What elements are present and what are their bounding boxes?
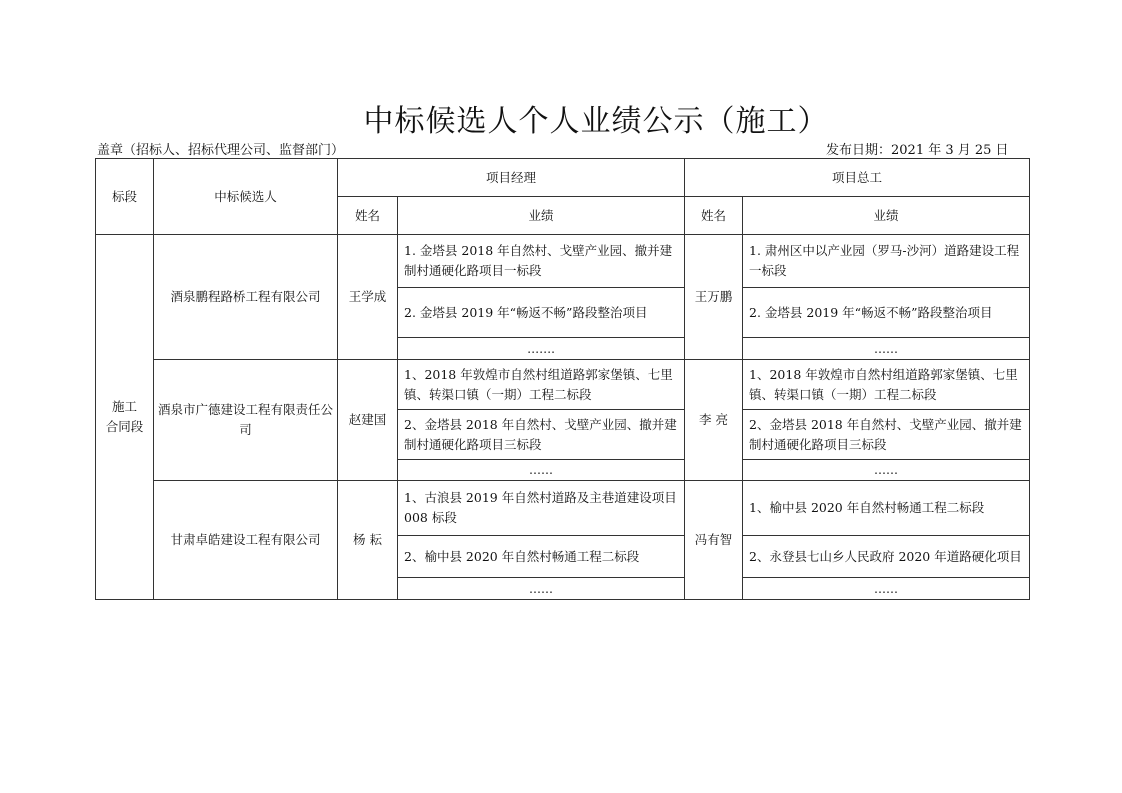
ce-name: 王万鹏 [685, 235, 743, 360]
pm-performance-ellipsis: …… [398, 460, 685, 481]
pm-performance-item: 1、古浪县 2019 年自然村道路及主巷道建设项目 008 标段 [398, 481, 685, 536]
section-name-text: 施工 合同段 [105, 399, 144, 434]
ce-performance-item: 1. 肃州区中以产业园（罗马-沙河）道路建设工程一标段 [743, 235, 1030, 288]
candidate-company: 甘肃卓皓建设工程有限公司 [154, 481, 338, 600]
pm-performance-item: 2、金塔县 2018 年自然村、戈壁产业园、撤并建制村通硬化路项目三标段 [398, 410, 685, 460]
header-project-manager: 项目经理 [338, 159, 685, 197]
pm-performance-item: 1、2018 年敦煌市自然村组道路郭家堡镇、七里镇、转渠口镇（一期）工程二标段 [398, 360, 685, 410]
ce-performance-item: 1、2018 年敦煌市自然村组道路郭家堡镇、七里镇、转渠口镇（一期）工程二标段 [743, 360, 1030, 410]
ce-performance-item: 1、榆中县 2020 年自然村畅通工程二标段 [743, 481, 1030, 536]
section-name [96, 235, 154, 600]
candidate-company: 酒泉市广德建设工程有限责任公司 [154, 360, 338, 481]
ce-name: 李 亮 [685, 360, 743, 481]
header-candidate: 中标候选人 [154, 159, 338, 235]
header-pm-name: 姓名 [338, 197, 398, 235]
candidate-company: 酒泉鹏程路桥工程有限公司 [154, 235, 338, 360]
ce-performance-item: 2. 金塔县 2019 年“畅返不畅”路段整治项目 [743, 288, 1030, 338]
page-title: 中标候选人个人业绩公示（施工） [363, 104, 829, 139]
pm-performance-item: 2、榆中县 2020 年自然村畅通工程二标段 [398, 536, 685, 578]
header-section: 标段 [96, 159, 154, 235]
ce-name: 冯有智 [685, 481, 743, 600]
header-ce-name: 姓名 [685, 197, 743, 235]
performance-table [95, 158, 1030, 600]
pm-performance-item: 1. 金塔县 2018 年自然村、戈壁产业园、撤并建制村通硬化路项目一标段 [398, 235, 685, 288]
ce-performance-item: 2、永登县七山乡人民政府 2020 年道路硬化项目 [743, 536, 1030, 578]
ce-performance-ellipsis: …… [743, 460, 1030, 481]
ce-performance-ellipsis: …… [743, 338, 1030, 360]
ce-performance-ellipsis: …… [743, 578, 1030, 600]
pm-performance-ellipsis: …… [398, 578, 685, 600]
publish-date: 发布日期：2021 年 3 月 25 日 [826, 143, 1009, 158]
pm-name: 赵建国 [338, 360, 398, 481]
pm-name: 杨 耘 [338, 481, 398, 600]
header-pm-performance: 业绩 [398, 197, 685, 235]
pm-performance-item: 2. 金塔县 2019 年“畅返不畅”路段整治项目 [398, 288, 685, 338]
pm-performance-ellipsis: ……. [398, 338, 685, 360]
stamp-label: 盖章（招标人、招标代理公司、监督部门） [97, 143, 345, 158]
ce-performance-item: 2、金塔县 2018 年自然村、戈壁产业园、撤并建制村通硬化路项目三标段 [743, 410, 1030, 460]
pm-name: 王学成 [338, 235, 398, 360]
header-ce-performance: 业绩 [743, 197, 1030, 235]
header-chief-engineer: 项目总工 [685, 159, 1030, 197]
